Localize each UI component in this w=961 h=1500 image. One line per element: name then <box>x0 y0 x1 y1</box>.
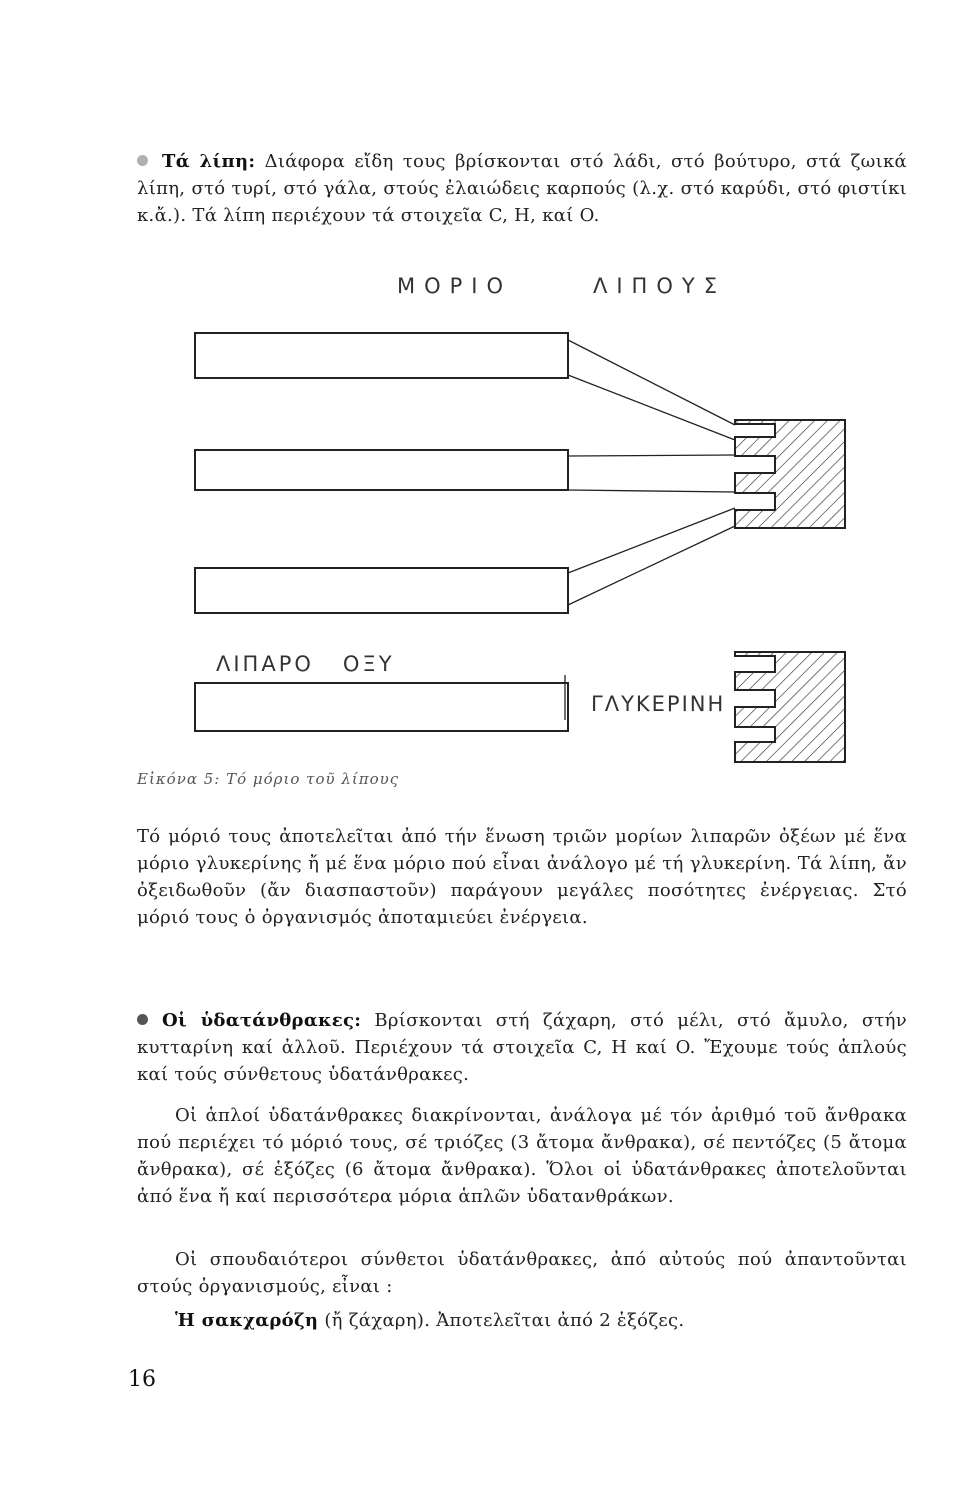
page-number: 16 <box>128 1367 156 1392</box>
paragraph-sucrose <box>137 1307 907 1334</box>
figure-caption: Εἰκόνα 5: Τό μόριο τοῦ λίπους <box>137 770 400 788</box>
glycerin-legend-block <box>735 652 845 762</box>
term-carbohydrates: Οἱ ὑδατάνθρακες: <box>162 1010 362 1031</box>
connector-line <box>568 490 735 492</box>
glycerin-label: ΓΛΥΚΕΡΙΝΗ <box>591 692 726 716</box>
fatty-acid-bar-2 <box>195 450 568 490</box>
connector-line <box>568 508 735 573</box>
figure-title-right: ΛΙΠΟΥΣ <box>593 274 726 298</box>
connector-line <box>568 375 735 440</box>
paragraph-carbohydrates-text: Βρίσκονται στή ζάχαρη, στό μέλι, στό ἄμυλο, στήν κυτταρίνη καί ἀλλοῦ. Περιέχουν τά στοιχεῖα C, H καί O. Ἔχουμε τούς ἁπλούς καί τούς σύνθετους ὑδατάνθρακες. <box>137 1010 907 1085</box>
fatty-acid-bar-3 <box>195 568 568 613</box>
fatty-acid-label: ΛΙΠΑΡΟ ΟΞΥ <box>216 652 395 676</box>
paragraph-carbohydrates <box>137 1007 907 1088</box>
glycerin-block <box>735 420 845 528</box>
connector-line <box>568 455 735 456</box>
paragraph-fats <box>137 148 907 229</box>
bullet-icon <box>137 1014 148 1025</box>
connector-line <box>568 526 735 605</box>
bullet-icon <box>137 155 148 166</box>
paragraph-fats-text: Διάφορα εἴδη τους βρίσκονται στό λάδι, στό βούτυρο, στά ζωικά λίπη, στό τυρί, στό γάλα, στούς ἐλαιώδεις καρπούς (λ.χ. στό καρύδι, στό φιστίκι κ.ἄ.). Τά λίπη περιέχουν τά στοιχεῖα C, H, καί O. <box>137 151 907 226</box>
paragraph-complex-carbs: Οἱ σπουδαιότεροι σύνθετοι ὑδατάνθρακες, ἀπό αὐτούς πού ἀπαντοῦνται στούς ὀργανισμούς, εἶναι : <box>137 1249 907 1297</box>
fatty-acid-legend-bar <box>195 683 568 731</box>
fatty-acid-bar-1 <box>195 333 568 378</box>
figure-title-left: ΜΟΡΙΟ <box>397 274 513 298</box>
paragraph-simple-carbs: Οἱ ἁπλοί ὑδατάνθρακες διακρίνονται, ἀνάλογα μέ τόν ἀριθμό τοῦ ἄνθρακα πού περιέχει τό μόριό τους, σέ τριόζες (3 ἄτομα ἄνθρακα), σέ πεντόζες (5 ἄτομα ἄνθρακα), σέ ἑξόζες (6 ἄτομα ἄνθρακα). Ὅλοι οἱ ὑδατάνθρακες ἀποτελοῦνται ἀπό ἕνα ἤ καί περισσότερα μόρια ἁπλῶν ὑδατανθράκων. <box>137 1105 907 1207</box>
term-sucrose: Ἡ σακχαρόζη <box>175 1310 319 1331</box>
paragraph-sucrose-text: (ἤ ζάχαρη). Ἀποτελεῖται ἀπό 2 ἑξόζες. <box>324 1310 685 1331</box>
term-fats: Τά λίπη: <box>162 151 256 172</box>
paragraph-molecule: Τό μόριό τους ἀποτελεῖται ἀπό τήν ἕνωση τριῶν μορίων λιπαρῶν ὀξέων μέ ἕνα μόριο γλυκερίνης ἤ μέ ἕνα μόριο πού εἶναι ἀνάλογο μέ τή γλυκερίνη. Τά λίπη, ἄν ὀξειδωθοῦν (ἄν διασπαστοῦν) παράγουν μεγάλες ποσότητες ἐνέργειας. Στό μόριό τους ὁ ὀργανισμός ἀποταμιεύει ἐνέργεια. <box>137 826 907 928</box>
connector-line <box>568 340 735 425</box>
